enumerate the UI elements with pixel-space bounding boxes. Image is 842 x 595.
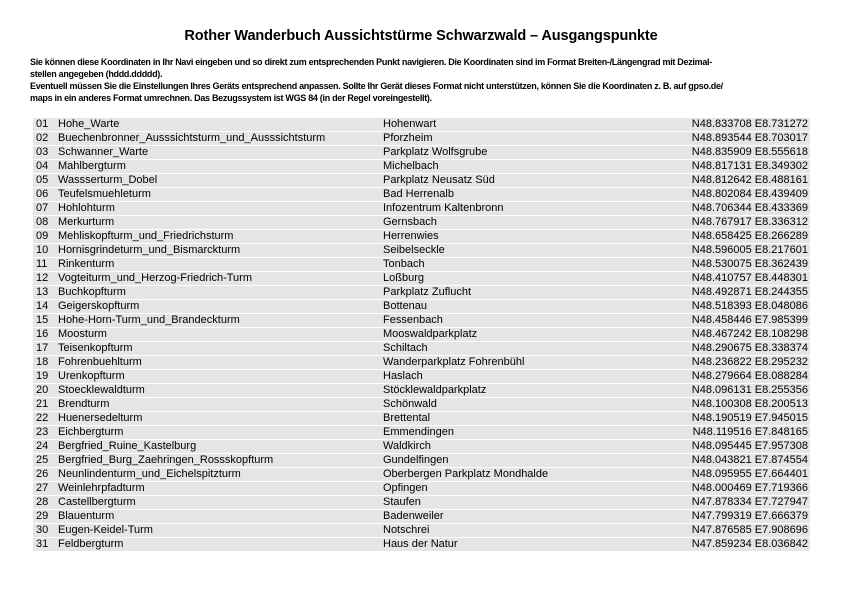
tower-name: Buechenbronner_Ausssichtsturm_und_Ausssichtsturm: [58, 132, 326, 144]
table-row: [33, 440, 810, 453]
start-point: Bottenau: [383, 300, 428, 312]
coordinates: N48.467242 E8.108298: [691, 328, 808, 340]
row-number: 24: [36, 440, 49, 452]
coordinates: N48.279664 E8.088284: [691, 370, 808, 382]
tower-name: Feldbergturm: [58, 538, 124, 550]
tower-name: Eugen-Keidel-Turm: [58, 524, 153, 536]
table-row: [33, 258, 810, 271]
table-row: [33, 342, 810, 355]
row-number: 16: [36, 328, 49, 340]
tower-name: Urenkopfturm: [58, 370, 125, 382]
start-point: Gundelfingen: [383, 454, 449, 466]
table-row: [33, 328, 810, 341]
start-point: Loßburg: [383, 272, 424, 284]
tower-name: Merkurturm: [58, 216, 115, 228]
row-number: 05: [36, 174, 49, 186]
tower-name: Moosturm: [58, 328, 107, 340]
coordinates: N48.096131 E8.255356: [691, 384, 808, 396]
table-row: [33, 230, 810, 243]
coordinates: N47.799319 E7.666379: [691, 510, 808, 522]
tower-name: Geigerskopfturm: [58, 300, 140, 312]
table-row: [33, 146, 810, 159]
tower-name: Castellbergturm: [58, 496, 136, 508]
coordinates: N47.859234 E8.036842: [691, 538, 808, 550]
tower-name: Eichbergturm: [58, 426, 124, 438]
table-row: [33, 188, 810, 201]
table-row: [33, 398, 810, 411]
start-point: Schönwald: [383, 398, 437, 410]
start-point: Seibelseckle: [383, 244, 445, 256]
tower-name: Buchkopfturm: [58, 286, 126, 298]
start-point: Hohenwart: [383, 118, 437, 130]
table-row: [33, 286, 810, 299]
row-number: 25: [36, 454, 49, 466]
start-point: Tonbach: [383, 258, 425, 270]
table-row: [33, 202, 810, 215]
tower-name: Wassserturm_Dobel: [58, 174, 158, 186]
table-row: [33, 496, 810, 509]
row-number: 13: [36, 286, 49, 298]
coordinates: N48.119516 E7.848165: [692, 426, 808, 438]
start-point: Infozentrum Kaltenbronn: [383, 202, 504, 214]
tower-name: Teisenkopfturm: [58, 342, 133, 354]
row-number: 19: [36, 370, 49, 382]
tower-name: Hornisgrindeturm_und_Bismarckturm: [58, 244, 241, 256]
coordinates: N48.000469 E7.719366: [691, 482, 808, 494]
tower-name: Rinkenturm: [58, 258, 115, 270]
row-number: 30: [36, 524, 49, 536]
row-number: 07: [36, 202, 49, 214]
table-row: [33, 482, 810, 495]
tower-name: Schwanner_Warte: [58, 146, 149, 158]
row-number: 11: [36, 258, 48, 270]
row-number: 08: [36, 216, 49, 228]
coordinates: N48.492871 E8.244355: [691, 286, 808, 298]
start-point: Waldkirch: [383, 440, 431, 452]
table-row: [33, 510, 810, 523]
coordinates-table: [33, 118, 810, 552]
row-number: 31: [36, 538, 49, 550]
table-row: [33, 216, 810, 229]
row-number: 22: [36, 412, 49, 424]
row-number: 14: [36, 300, 49, 312]
table-row: [33, 118, 810, 131]
tower-name: Teufelsmuehleturm: [58, 188, 151, 200]
tower-name: Neunlindenturm_und_Eichelspitzturm: [58, 468, 241, 480]
start-point: Michelbach: [383, 160, 439, 172]
start-point: Mooswaldparkplatz: [383, 328, 478, 340]
table-row: [33, 244, 810, 257]
table-row: [33, 174, 810, 187]
coordinates: N48.410757 E8.448301: [691, 272, 808, 284]
table-row: [33, 384, 810, 397]
coordinates: N48.658425 E8.266289: [691, 230, 808, 242]
start-point: Notschrei: [383, 524, 430, 536]
row-number: 28: [36, 496, 49, 508]
coordinates: N48.236822 E8.295232: [691, 356, 808, 368]
start-point: Wanderparkplatz Fohrenbühl: [383, 356, 525, 368]
row-number: 23: [36, 426, 49, 438]
start-point: Bad Herrenalb: [383, 188, 454, 200]
coordinates: N48.833708 E8.731272: [691, 118, 808, 130]
start-point: Gernsbach: [383, 216, 437, 228]
row-number: 04: [36, 160, 49, 172]
start-point: Haslach: [383, 370, 423, 382]
tower-name: Mahlbergturm: [58, 160, 126, 172]
row-number: 09: [36, 230, 49, 242]
coordinates: N48.802084 E8.439409: [691, 188, 808, 200]
start-point: Schiltach: [383, 342, 428, 354]
row-number: 27: [36, 482, 49, 494]
start-point: Brettental: [383, 412, 431, 424]
row-number: 12: [36, 272, 49, 284]
start-point: Stöcklewaldparkplatz: [383, 384, 487, 396]
start-point: Opfingen: [383, 482, 428, 494]
coordinates: N48.706344 E8.433369: [691, 202, 808, 214]
coordinates: N48.596005 E8.217601: [691, 244, 808, 256]
tower-name: Hohe-Horn-Turm_und_Brandeckturm: [58, 314, 240, 326]
tower-name: Bergfried_Ruine_Kastelburg: [58, 440, 197, 452]
coordinates: N48.190519 E7.945015: [691, 412, 808, 424]
table-row: [33, 160, 810, 173]
coordinates: N48.767917 E8.336312: [691, 216, 808, 228]
tower-name: Vogteiturm_und_Herzog-Friedrich-Turm: [58, 272, 252, 284]
start-point: Parkplatz Neusatz Süd: [383, 174, 495, 186]
start-point: Parkplatz Wolfsgrube: [383, 146, 488, 158]
table-row: [33, 132, 810, 145]
tower-name: Hohe_Warte: [58, 118, 120, 130]
row-number: 20: [36, 384, 49, 396]
coordinates: N48.043821 E7.874554: [691, 454, 808, 466]
start-point: Haus der Natur: [383, 538, 458, 550]
tower-name: Blauenturm: [58, 510, 115, 522]
coordinates: N48.095955 E7.664401: [691, 468, 808, 480]
table-row: [33, 524, 810, 537]
coordinates: N48.290675 E8.338374: [691, 342, 808, 354]
coordinates: N48.893544 E8.703017: [691, 132, 808, 144]
tower-name: Bergfried_Burg_Zaehringen_Rossskopfturm: [58, 454, 274, 466]
start-point: Staufen: [383, 496, 421, 508]
table-row: [33, 314, 810, 327]
start-point: Parkplatz Zuflucht: [383, 286, 472, 298]
table-row: [33, 454, 810, 467]
tower-name: Stoecklewaldturm: [58, 384, 145, 396]
intro-line: Eventuell müssen Sie die Einstellungen Ihres Geräts entsprechend anpassen. Sollte Ihr Gerät dieses Format nicht unterstützen, können Sie die Koordinaten z. B. auf gpso.de/: [30, 81, 723, 91]
start-point: Emmendingen: [383, 426, 454, 438]
table-row: [33, 468, 810, 481]
coordinates: N47.876585 E7.908696: [691, 524, 808, 536]
page-title: Rother Wanderbuch Aussichtstürme Schwarzwald – Ausgangspunkte: [184, 28, 658, 44]
coordinates: N48.518393 E8.048086: [691, 300, 808, 312]
row-number: 02: [36, 132, 49, 144]
coordinates: N48.817131 E8.349302: [691, 160, 808, 172]
coordinates: N48.530075 E8.362439: [691, 258, 808, 270]
coordinates: N48.458446 E7.985399: [691, 314, 808, 326]
row-number: 01: [36, 118, 49, 130]
coordinates: N48.812642 E8.488161: [691, 174, 808, 186]
row-number: 26: [36, 468, 49, 480]
table-row: [33, 426, 810, 439]
table-row: [33, 272, 810, 285]
start-point: Herrenwies: [383, 230, 439, 242]
intro-line: maps in ein anderes Format umrechnen. Das Bezugssystem ist WGS 84 (in der Regel voreingestellt).: [30, 93, 432, 103]
coordinates: N48.095445 E7.957308: [691, 440, 808, 452]
tower-name: Mehliskopfturm_und_Friedrichsturm: [58, 230, 234, 242]
coordinates: N48.835909 E8.555618: [691, 146, 808, 158]
tower-name: Fohrenbuehlturm: [58, 356, 142, 368]
row-number: 17: [36, 342, 49, 354]
tower-name: Huenersedelturm: [58, 412, 143, 424]
row-number: 03: [36, 146, 49, 158]
table-row: [33, 300, 810, 313]
row-number: 29: [36, 510, 49, 522]
row-number: 18: [36, 356, 49, 368]
intro-line: stellen angegeben (hddd.ddddd).: [30, 69, 163, 79]
intro-line: Sie können diese Koordinaten in Ihr Navi eingeben und so direkt zum entsprechenden Punkt navigieren. Die Koordinaten sind im Format Breiten-/Längengrad mit Dezimal-: [30, 57, 712, 67]
start-point: Fessenbach: [383, 314, 443, 326]
coordinates: N47.878334 E7.727947: [691, 496, 808, 508]
row-number: 21: [36, 398, 49, 410]
row-number: 10: [36, 244, 49, 256]
start-point: Pforzheim: [383, 132, 433, 144]
table-row: [33, 538, 810, 551]
row-number: 06: [36, 188, 49, 200]
row-number: 15: [36, 314, 49, 326]
table-row: [33, 412, 810, 425]
table-row: [33, 370, 810, 383]
intro-paragraph: [30, 56, 812, 104]
tower-name: Hohlohturm: [58, 202, 115, 214]
start-point: Badenweiler: [383, 510, 444, 522]
coordinates: N48.100308 E8.200513: [691, 398, 808, 410]
tower-name: Weinlehrpfadturm: [58, 482, 145, 494]
tower-name: Brendturm: [58, 398, 110, 410]
start-point: Oberbergen Parkplatz Mondhalde: [383, 468, 549, 480]
table-row: [33, 356, 810, 369]
